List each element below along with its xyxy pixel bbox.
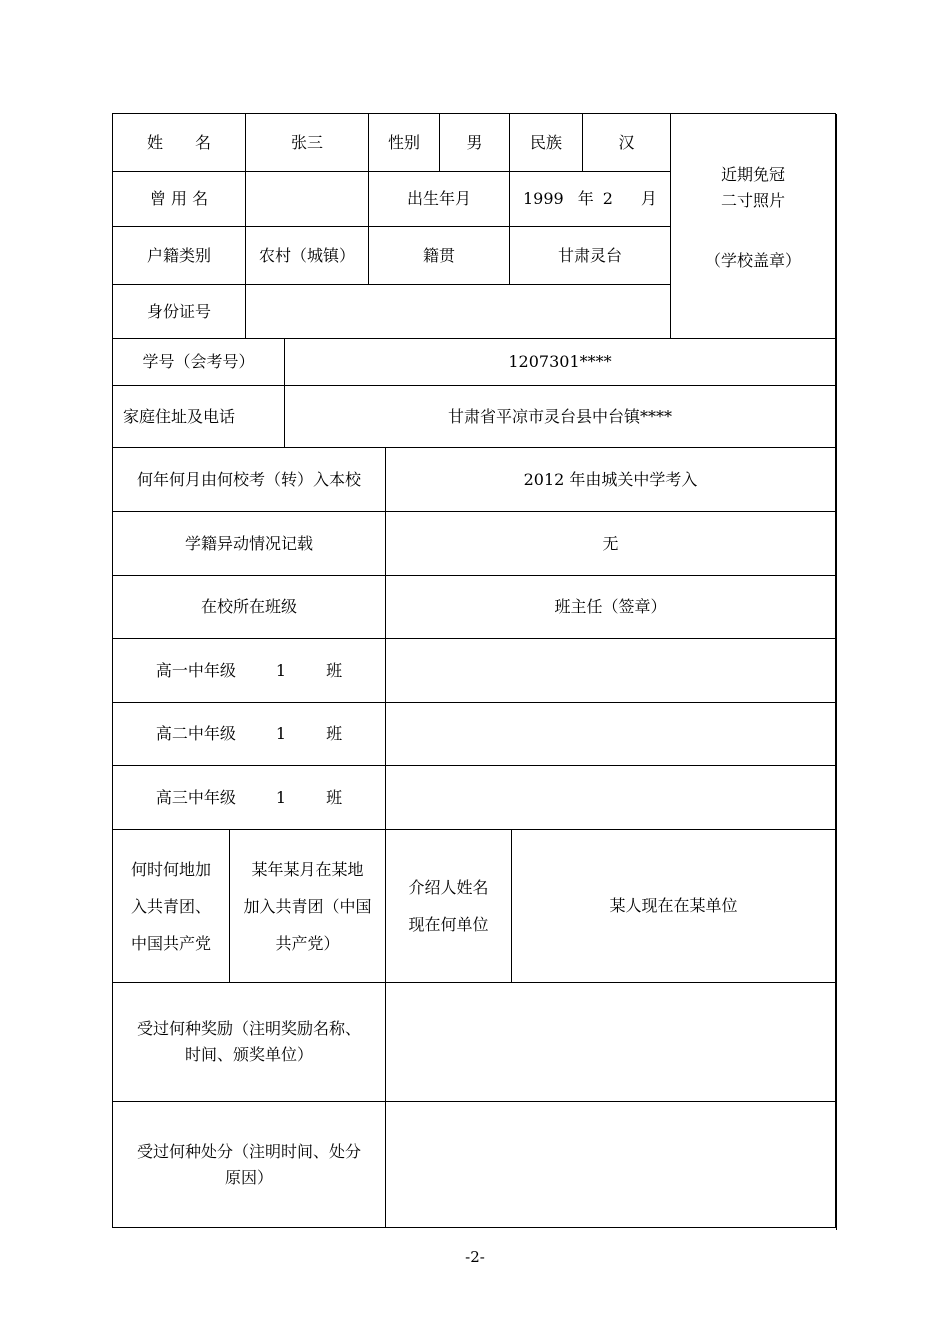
hukou-value [245,226,369,285]
birth-value [509,171,671,227]
league-label [112,829,230,983]
student-no-label [112,338,285,386]
introducer-label-line1: 介绍人姓名 [408,878,489,897]
introducer-value [511,829,836,983]
league-value-line1: 某年某月在某地 [251,859,364,879]
ethnicity-label [509,113,583,172]
league-value [229,829,386,983]
birth-month-unit: 月 [640,189,657,208]
punish-label-line2: 原因） [224,1167,273,1187]
hukou-label-text: 户籍类别 [146,245,211,265]
student-no-value [284,338,836,386]
introducer-value-text: 某人现在在某单位 [609,896,738,915]
origin-value-text: 甘肃灵台 [557,245,622,265]
grade-3-name: 高三中年级 [155,787,236,807]
admission-value [385,447,836,512]
status-change-label-text: 学籍异动情况记载 [184,533,313,553]
grade-row-2-teacher [385,702,836,766]
grade-1-name: 高一中年级 [155,660,236,680]
ethnicity-value-text: 汉 [618,132,635,152]
teacher-header [385,575,836,639]
grade-3-num: 1 [275,787,287,807]
student-registration-form [113,114,838,1230]
admission-label [112,447,386,512]
birth-year: 1999 [523,189,564,208]
grade-row-1-teacher [385,638,836,703]
teacher-header-text: 班主任（签章） [554,597,667,616]
page-number: -2- [465,1248,485,1266]
league-value-line3: 共产党） [275,933,340,953]
league-label-line3: 中国共产党 [130,933,211,953]
name-label [112,113,246,172]
introducer-label [385,829,512,983]
gender-label-text: 性别 [387,132,420,152]
class-header-text: 在校所在班级 [200,597,297,616]
photo-line1: 近期免冠 [720,165,785,184]
id-label-text: 身份证号 [146,301,211,321]
former-name-label-text: 曾 用 名 [149,189,209,208]
name-value [245,113,369,172]
address-value-text: 甘肃省平凉市灵台县中台镇**** [447,406,672,426]
awards-label [112,982,386,1102]
photo-box [670,113,836,339]
photo-stamp: （学校盖章） [704,251,801,270]
birth-year-unit: 年 [577,189,594,208]
awards-label-line1: 受过何种奖励（注明奖励名称、 [136,1019,361,1038]
grade-1-num: 1 [275,660,287,680]
ethnicity-label-text: 民族 [529,132,562,152]
grade-2-num: 1 [275,724,287,743]
hukou-value-text: 农村（城镇） [258,245,355,265]
status-change-value [385,511,836,576]
photo-line2: 二寸照片 [720,191,785,210]
class-header [112,575,386,639]
grade-3-unit: 班 [326,787,343,807]
grade-1-unit: 班 [326,660,343,680]
awards-label-line2: 时间、颁奖单位） [184,1045,313,1064]
origin-label [368,226,510,285]
status-change-value-text: 无 [602,533,619,553]
birth-label [368,171,510,227]
birth-month: 2 [602,189,613,208]
former-name-label [112,171,246,227]
student-no-label-text: 学号（会考号） [142,352,255,371]
ethnicity-value [582,113,671,172]
awards-value [385,982,836,1102]
grade-row-1-class [112,638,386,703]
hukou-label [112,226,246,285]
origin-label-text: 籍贯 [422,245,455,265]
admission-label-text: 何年何月由何校考（转）入本校 [136,469,361,489]
address-label-text: 家庭住址及电话 [123,406,236,426]
id-value [245,284,671,339]
address-label [112,385,285,448]
gender-value-text: 男 [466,132,483,152]
introducer-label-line2: 现在何单位 [408,915,489,934]
id-label [112,284,246,339]
former-name-value [245,171,369,227]
admission-value-text: 2012 年由城关中学考入 [523,469,698,489]
grade-row-3-teacher [385,765,836,830]
gender-value [439,113,510,172]
birth-label-text: 出生年月 [406,189,471,208]
address-value [284,385,836,448]
punish-label-line1: 受过何种处分（注明时间、处分 [136,1141,361,1161]
origin-value [509,226,671,285]
name-value-text: 张三 [290,132,323,152]
grade-2-name: 高二中年级 [155,724,236,743]
league-label-line2: 入共青团、 [130,896,211,916]
gender-label [368,113,440,172]
grade-2-unit: 班 [326,724,343,743]
name-label-text: 姓 名 [146,132,211,152]
punish-label [112,1101,386,1228]
student-no-value-text: 1207301**** [508,352,612,371]
league-label-line1: 何时何地加 [130,859,211,879]
league-value-line2: 加入共青团（中国 [243,896,372,916]
punish-value [385,1101,836,1228]
grade-row-3-class [112,765,386,830]
status-change-label [112,511,386,576]
grade-row-2-class [112,702,386,766]
